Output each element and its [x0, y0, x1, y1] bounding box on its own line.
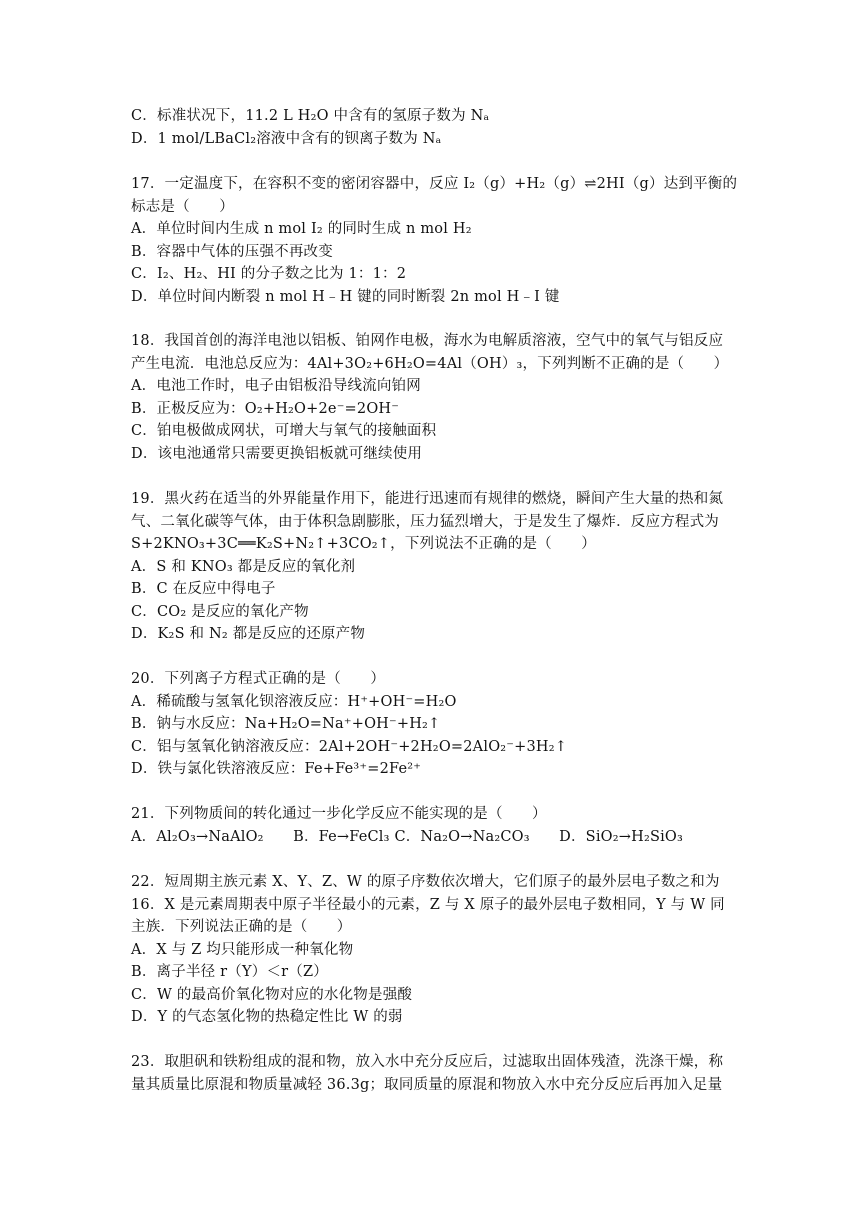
q20-option-c: C．铝与氢氧化钠溶液反应：2Al+2OH⁻+2H₂O=2AlO₂⁻+3H₂↑ — [131, 739, 568, 755]
q22-stem-line-1: 22．短周期主族元素 X、Y、Z、W 的原子序数依次增大，它们原子的最外层电子数之和为 — [131, 874, 720, 890]
q23-stem-line-2: 量其质量比原混和物质量减轻 36.3g；取同质量的原混和物放入水中充分反应后再加入足量 — [131, 1077, 723, 1093]
q20-option-d: D．铁与氯化铁溶液反应：Fe+Fe³⁺=2Fe²⁺ — [131, 761, 422, 777]
q22-option-a: A．X 与 Z 均只能形成一种氧化物 — [131, 942, 354, 958]
q17-stem-line-1: 17．一定温度下，在容积不变的密闭容器中，反应 I₂（g）+H₂（g）⇌2HI（g）达到平衡的 — [131, 176, 738, 192]
q19-stem-line-2: 气、二氧化碳等气体，由于体积急剧膨胀，压力猛烈增大，于是发生了爆炸．反应方程式为 — [131, 514, 719, 530]
q19-stem-line-1: 19．黑火药在适当的外界能量作用下，能进行迅速而有规律的燃烧，瞬间产生大量的热和氮 — [131, 491, 724, 507]
q18-option-c: C．铂电极做成网状，可增大与氧气的接触面积 — [131, 423, 437, 439]
q19-option-b: B．C 在反应中得电子 — [131, 581, 276, 597]
q19-option-a: A．S 和 KNO₃ 都是反应的氧化剂 — [131, 559, 356, 575]
q17-stem-line-2: 标志是（ ） — [131, 199, 234, 215]
q22-option-c: C．W 的最高价氧化物对应的水化物是强酸 — [131, 987, 413, 1003]
q18-stem-line-2: 产生电流．电池总反应为：4Al+3O₂+6H₂O=4Al（OH）₃，下列判断不正确的是（ ） — [131, 356, 729, 372]
q21-stem: 21．下列物质间的转化通过一步化学反应不能实现的是（ ） — [131, 806, 547, 822]
q22-option-d: D．Y 的气态氢化物的热稳定性比 W 的弱 — [131, 1009, 403, 1025]
q21-options: A．Al₂O₃→NaAlO₂ B．Fe→FeCl₃ C．Na₂O→Na₂CO₃ D．SiO₂→H₂SiO₃ — [131, 829, 684, 845]
q18-stem-line-1: 18．我国首创的海洋电池以铝板、铂网作电极，海水为电解质溶液，空气中的氧气与铝反应 — [131, 333, 724, 349]
q20-option-b: B．钠与水反应：Na+H₂O=Na⁺+OH⁻+H₂↑ — [131, 716, 441, 732]
q17-option-c: C．I₂、H₂、HI 的分子数之比为 1：1：2 — [131, 266, 407, 282]
q22-stem-line-3: 主族．下列说法正确的是（ ） — [131, 919, 352, 935]
q23-stem-line-1: 23．取胆矾和铁粉组成的混和物，放入水中充分反应后，过滤取出固体残渣，洗涤干燥，称 — [131, 1054, 724, 1070]
q18-option-a: A．电池工作时，电子由铝板沿导线流向铂网 — [131, 378, 421, 394]
q17-option-b: B．容器中气体的压强不再改变 — [131, 244, 333, 260]
q18-option-b: B．正极反应为：O₂+H₂O+2e⁻=2OH⁻ — [131, 401, 400, 417]
q16-option-c: C．标准状况下，11.2 L H₂O 中含有的氢原子数为 Nₐ — [131, 108, 490, 124]
q22-stem-line-2: 16．X 是元素周期表中原子半径最小的元素，Z 与 X 原子的最外层电子数相同，Y 与 W 同 — [131, 897, 725, 913]
q19-option-d: D．K₂S 和 N₂ 都是反应的还原产物 — [131, 626, 366, 642]
q20-option-a: A．稀硫酸与氢氧化钡溶液反应：H⁺+OH⁻=H₂O — [131, 694, 457, 710]
q22-option-b: B．离子半径 r（Y）＜r（Z） — [131, 964, 328, 980]
q19-option-c: C．CO₂ 是反应的氧化产物 — [131, 604, 309, 620]
q19-stem-line-3: S+2KNO₃+3C══K₂S+N₂↑+3CO₂↑，下列说法不正确的是（ ） — [131, 536, 596, 552]
q16-option-d: D．1 mol/LBaCl₂溶液中含有的钡离子数为 Nₐ — [131, 131, 442, 147]
q18-option-d: D．该电池通常只需要更换铝板就可继续使用 — [131, 446, 423, 462]
q17-option-d: D．单位时间内断裂 n mol H﹣H 键的同时断裂 2n mol H﹣I 键 — [131, 289, 560, 305]
q17-option-a: A．单位时间内生成 n mol I₂ 的同时生成 n mol H₂ — [131, 221, 472, 237]
q20-stem: 20．下列离子方程式正确的是（ ） — [131, 671, 386, 687]
